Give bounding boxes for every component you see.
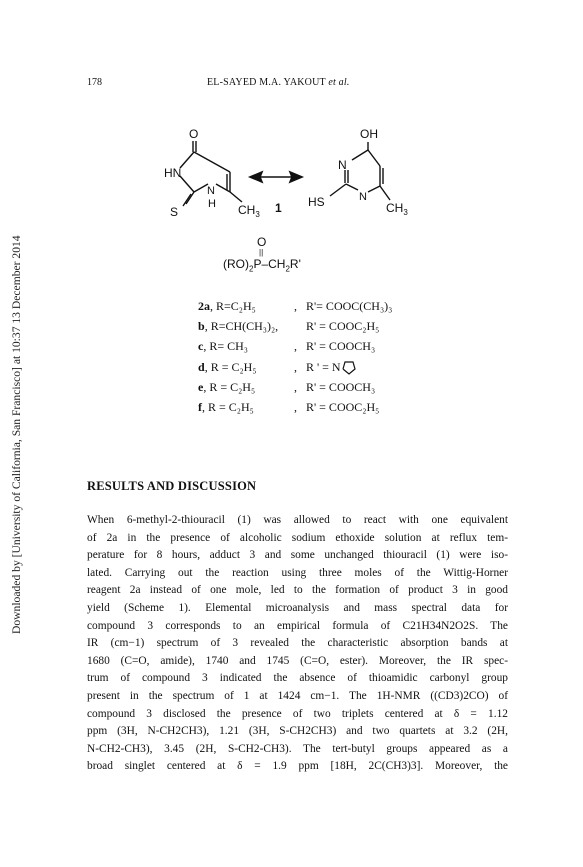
reagent-double-bond: || bbox=[259, 248, 264, 257]
text-line: 1680 (C=O, amide), 1740 and 1745 (C=O, ester). Moreover, the IR spec- bbox=[87, 654, 508, 667]
substituent-row: b, R=CH(CH₃)₂, R' = COOC₂H₅ bbox=[198, 319, 380, 334]
pyrrolidine-ring-icon bbox=[342, 359, 356, 375]
et-al: et al. bbox=[328, 77, 350, 88]
substituent-row: d, R = C₂H₅ , R ' = N bbox=[198, 357, 428, 377]
substituent-row: e, R = C₂H₅ , R' = COOCH₃ bbox=[198, 379, 376, 394]
text-line: trum of compound 3 indicated the absence of thioamidic carbonyl group bbox=[87, 672, 508, 685]
running-title bbox=[207, 77, 350, 88]
page-number: 178 bbox=[87, 77, 102, 88]
text-line: ppm (3H, N-CH2CH3), 1.21 (3H, S-CH2CH3) and two quartets at 3.2 (2H, bbox=[87, 725, 508, 738]
reagent-formula: $(RO)_2P-CH_2R'$ bbox=[223, 257, 301, 274]
text-line: N-CH2-CH3), 3.45 (2H, S-CH2-CH3). The tert-butyl groups appeared as a bbox=[87, 742, 508, 755]
nh-bottom-h-label: H bbox=[208, 198, 216, 210]
nh-bottom-n-label: N bbox=[207, 185, 215, 197]
download-watermark: Downloaded by [University of California, San Francisco] at 10:37 13 December 2014 bbox=[10, 235, 23, 635]
running-header bbox=[0, 77, 583, 93]
n-bottom-label: N bbox=[359, 191, 367, 203]
text-line: perature for 8 hours, adduct 3 and some unchanged thiouracil (1) were iso- bbox=[87, 549, 508, 562]
text-line: of 2a in the presence of alcoholic sodium ethoxide solution at reflux tem- bbox=[87, 531, 508, 544]
text-line: When 6-methyl-2-thiouracil (1) was allowed to react with one equivalent bbox=[87, 514, 508, 526]
substituent-row: 2a, R=C₂H₅ , R'= COOC(CH₃)₃ bbox=[198, 299, 393, 313]
tautomer-arrow bbox=[250, 172, 302, 182]
thiol-label: HS bbox=[308, 195, 325, 209]
text-line: broad singlet centered at δ = 1.9 ppm [18H, 2C(CH3)3]. Moreover, the bbox=[87, 760, 508, 773]
substituent-list bbox=[198, 296, 428, 417]
oxo-label: O bbox=[189, 127, 199, 141]
text-line: yield (Scheme 1). Elemental microanalysis and mass spectral data for bbox=[87, 601, 508, 614]
reagent-oxygen: O bbox=[257, 235, 267, 249]
text-line: lated. Carrying out the reaction using three moles of the Wittig-Horner bbox=[87, 566, 508, 579]
authors: EL-SAYED M.A. YAKOUT bbox=[207, 77, 326, 88]
text-line: compound 3 disclosed the presence of two triplets centered at δ = 1.12 bbox=[87, 707, 508, 720]
body-paragraph bbox=[87, 512, 508, 776]
text-line: compound 3 corresponds to an empirical formula of C21H34N2O2S. The bbox=[87, 619, 508, 632]
thione-s-label: S bbox=[170, 205, 179, 219]
text-line: IR (cm−1) spectrum of 3 revealed the characteristic absorption bands at bbox=[87, 637, 508, 650]
n-top-label: N bbox=[338, 158, 347, 172]
compound-label: 1 bbox=[275, 201, 282, 215]
methyl-label-left: $CH_3$ bbox=[238, 203, 260, 219]
text-line: present in the spectrum of 1 at 1424 cm−1. The 1H-NMR ((CD3)2CO) of bbox=[87, 689, 508, 702]
substituent-row: f, R = C₂H₅ , R' = COOC₂H₅ bbox=[198, 399, 380, 414]
substituent-row: c, R= CH₃ , R' = COOCH₃ bbox=[198, 339, 376, 354]
hydroxy-label: OH bbox=[360, 127, 378, 141]
methyl-label-right: $CH_3$ bbox=[386, 201, 408, 217]
text-line: reagent 2a instead of one mole, led to the formation of product 3 in good bbox=[87, 584, 508, 597]
section-heading: RESULTS AND DISCUSSION bbox=[87, 479, 257, 493]
nh-top-label: HN bbox=[164, 166, 182, 180]
phosphonate-reagent bbox=[223, 235, 373, 285]
tautomer-scheme bbox=[150, 120, 430, 230]
